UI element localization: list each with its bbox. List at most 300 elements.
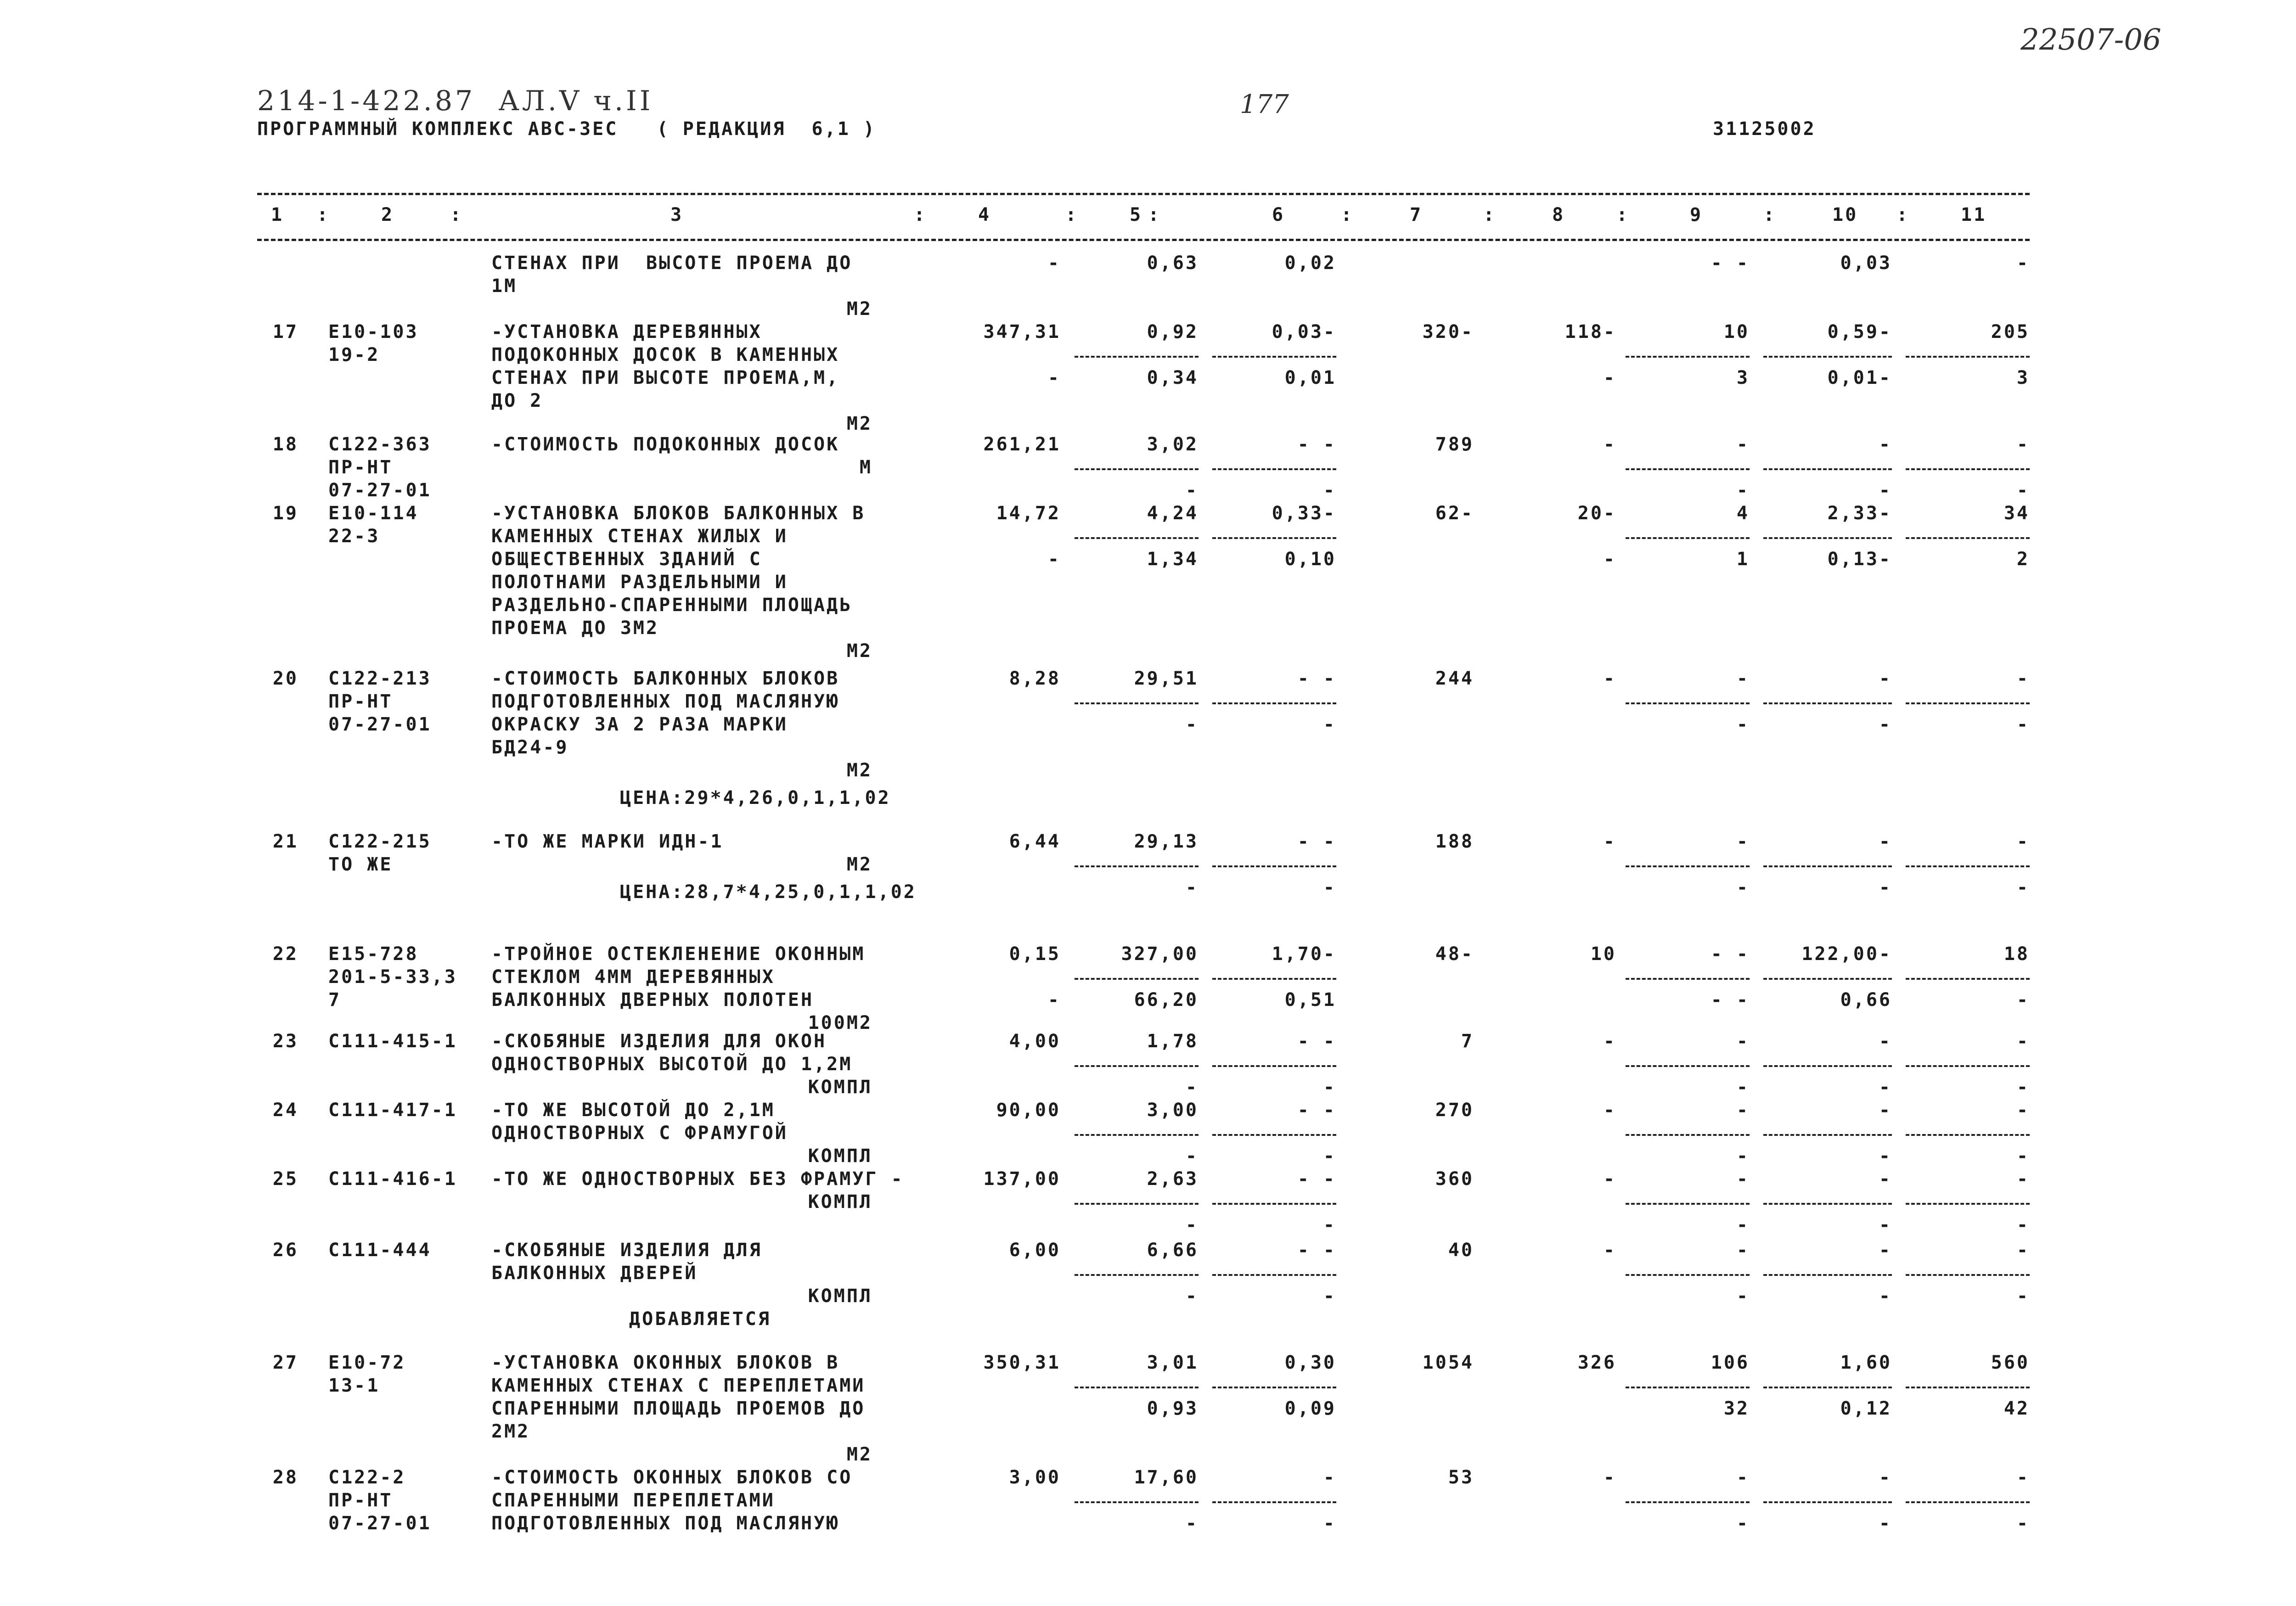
cell-col11: 18 xyxy=(2003,943,2030,965)
cell-col10-sub: - xyxy=(1879,1077,1892,1098)
cell-col6-sub: - xyxy=(1323,480,1336,501)
program-line: ПРОГРАММНЫЙ КОМПЛЕКС АВС-3ЕС ( РЕДАКЦИЯ 6,1 ) xyxy=(257,118,876,140)
cell-col5-sub: - xyxy=(1185,1286,1199,1307)
column-header-1: : xyxy=(317,204,330,225)
cell-separator xyxy=(1906,1387,2030,1388)
cell-col9: - xyxy=(1736,1168,1750,1190)
cell-col5-sub: - xyxy=(1185,480,1199,501)
cell-col5: 17,60 xyxy=(1134,1467,1199,1488)
cell-separator xyxy=(1763,1501,1892,1503)
cell-col4: 350,31 xyxy=(983,1352,1061,1373)
cell-col9-sub: - xyxy=(1736,1286,1750,1307)
cell-col11: - xyxy=(2016,668,2030,689)
cell-col6: 0,02 xyxy=(1284,253,1336,274)
cell-separator xyxy=(1626,1387,1750,1388)
row-description-line: СТЕНАХ ПРИ ВЫСОТЕ ПРОЕМА,М, xyxy=(491,367,840,388)
cell-separator xyxy=(1075,1274,1199,1276)
cell-col5-sub: - xyxy=(1185,714,1199,735)
cell-col10-sub: 0,66 xyxy=(1840,989,1892,1011)
row-code-line: С122-215 xyxy=(328,831,432,852)
row-unit: КОМПЛ xyxy=(808,1286,872,1307)
row-description-line: -СКОБЯНЫЕ ИЗДЕЛИЯ ДЛЯ ОКОН xyxy=(491,1031,827,1052)
cell-col6: 0,30 xyxy=(1284,1352,1336,1373)
cell-separator xyxy=(1626,537,1750,539)
cell-col5: 0,63 xyxy=(1147,253,1199,274)
cell-col9-sub: - xyxy=(1736,877,1750,898)
cell-col6: - - xyxy=(1297,1240,1336,1261)
cell-col8: 118- xyxy=(1564,321,1616,343)
row-unit: КОМПЛ xyxy=(808,1146,872,1167)
row-code-line: ПР-НТ xyxy=(328,1490,393,1511)
row-description-line: РАЗДЕЛЬНО-СПАРЕННЫМИ ПЛОЩАДЬ xyxy=(491,595,853,616)
cell-col8: - xyxy=(1603,1467,1616,1488)
row-description-line: ПОЛОТНАМИ РАЗДЕЛЬНЫМИ И xyxy=(491,572,788,593)
cell-separator xyxy=(1075,865,1199,867)
cell-col8: - xyxy=(1603,668,1616,689)
row-description-line: ПОДГОТОВЛЕННЫХ ПОД МАСЛЯНУЮ xyxy=(491,1513,840,1534)
cell-col9: 4 xyxy=(1736,503,1750,524)
row-code-line: С122-2 xyxy=(328,1467,406,1488)
cell-col4: 3,00 xyxy=(1009,1467,1061,1488)
cell-separator xyxy=(1763,537,1892,539)
cell-col7: 1054 xyxy=(1422,1352,1474,1373)
row-description-line: КАМЕННЫХ СТЕНАХ ЖИЛЫХ И xyxy=(491,526,788,547)
row-code-line: С111-417-1 xyxy=(328,1100,457,1121)
cell-col6-sub: - xyxy=(1323,1214,1336,1235)
cell-separator xyxy=(1626,356,1750,358)
cell-col10-sub: - xyxy=(1879,1214,1892,1235)
row-description-line: -СТОИМОСТЬ ПОДОКОННЫХ ДОСОК xyxy=(491,434,840,455)
cell-col5-sub: 1,34 xyxy=(1147,549,1199,570)
row-code-line: С111-415-1 xyxy=(328,1031,457,1052)
cell-col6: - - xyxy=(1297,668,1336,689)
row-unit: М2 xyxy=(846,298,872,320)
cell-col6-sub: 0,51 xyxy=(1284,989,1336,1011)
cell-col4: 261,21 xyxy=(983,434,1061,455)
row-description-line: -ТРОЙНОЕ ОСТЕКЛЕНЕНИЕ ОКОННЫМ xyxy=(491,943,866,965)
cell-separator xyxy=(1763,1134,1892,1136)
cell-col9-sub: - xyxy=(1736,1077,1750,1098)
cell-col5-sub: - xyxy=(1185,1513,1199,1534)
cell-separator xyxy=(1075,978,1199,980)
row-price-formula: ЦЕНА:29*4,26,0,1,1,02 xyxy=(620,787,891,809)
row-price-formula: ЦЕНА:28,7*4,25,0,1,1,02 xyxy=(620,882,917,903)
cell-separator xyxy=(1626,1274,1750,1276)
cell-col9: - xyxy=(1736,1100,1750,1121)
cell-col10-sub: - xyxy=(1879,480,1892,501)
row-code-line: Е10-72 xyxy=(328,1352,406,1373)
cell-col11: - xyxy=(2016,1031,2030,1052)
row-unit: М2 xyxy=(846,1444,872,1465)
cell-separator xyxy=(1212,356,1336,358)
cell-col10-sub: 0,01- xyxy=(1827,367,1892,388)
cell-separator xyxy=(1626,1203,1750,1205)
row-code-line: С111-444 xyxy=(328,1240,432,1261)
cell-separator xyxy=(1212,1387,1336,1388)
row-code-line: 19-2 xyxy=(328,344,380,365)
row-unit: М2 xyxy=(846,640,872,662)
cell-col10: - xyxy=(1879,831,1892,852)
cell-col4: 90,00 xyxy=(996,1100,1061,1121)
cell-separator xyxy=(1212,1501,1336,1503)
cell-separator xyxy=(1906,702,2030,704)
row-number: 26 xyxy=(272,1240,298,1261)
cell-col10: - xyxy=(1879,668,1892,689)
cell-separator xyxy=(1763,1387,1892,1388)
row-number: 18 xyxy=(272,434,298,455)
cell-separator xyxy=(1906,468,2030,470)
row-code-line: 7 xyxy=(328,989,342,1011)
row-description-line: -СКОБЯНЫЕ ИЗДЕЛИЯ ДЛЯ xyxy=(491,1240,762,1261)
row-unit: КОМПЛ xyxy=(808,1077,872,1098)
cell-col4: 137,00 xyxy=(983,1168,1061,1190)
cell-col5: 29,13 xyxy=(1134,831,1199,852)
cell-col7: 40 xyxy=(1448,1240,1474,1261)
cell-col9: - xyxy=(1736,1467,1750,1488)
cell-col4: 6,44 xyxy=(1009,831,1061,852)
cell-separator xyxy=(1212,1065,1336,1067)
cell-col11-sub: - xyxy=(2016,1513,2030,1534)
column-header-7: : xyxy=(1065,204,1079,225)
cell-col7: 360 xyxy=(1435,1168,1474,1190)
cell-col7: 789 xyxy=(1435,434,1474,455)
cell-col11: - xyxy=(2016,1240,2030,1261)
cell-col5-sub: 0,34 xyxy=(1147,367,1199,388)
cell-col10-sub: - xyxy=(1879,877,1892,898)
row-description-line: БАЛКОННЫХ ДВЕРЕЙ xyxy=(491,1263,698,1284)
row-description-line: -ТО ЖЕ ОДНОСТВОРНЫХ БЕЗ ФРАМУГ - xyxy=(491,1168,904,1190)
cell-col11: 205 xyxy=(1991,321,2030,343)
cell-col8: - xyxy=(1603,1240,1616,1261)
row-description-line: -УСТАНОВКА БЛОКОВ БАЛКОННЫХ В xyxy=(491,503,866,524)
cell-col4: 347,31 xyxy=(983,321,1061,343)
cell-col6: 0,03- xyxy=(1272,321,1336,343)
cell-separator xyxy=(1075,1065,1199,1067)
cell-col10-sub: - xyxy=(1879,714,1892,735)
cell-separator xyxy=(1906,1134,2030,1136)
row-code-line: Е15-728 xyxy=(328,943,419,965)
cell-col8-sub: - xyxy=(1603,367,1616,388)
row-code-line: 07-27-01 xyxy=(328,714,432,735)
cell-col5: 3,01 xyxy=(1147,1352,1199,1373)
cell-col5: 3,02 xyxy=(1147,434,1199,455)
cell-col7: 62- xyxy=(1435,503,1474,524)
row-description-line: -ТО ЖЕ ВЫСОТОЙ ДО 2,1М xyxy=(491,1100,775,1121)
cell-col8: - xyxy=(1603,831,1616,852)
column-header-13: : xyxy=(1483,204,1497,225)
cell-separator xyxy=(1906,1065,2030,1067)
cell-col9: - xyxy=(1736,1031,1750,1052)
cell-col10-sub: - xyxy=(1879,1286,1892,1307)
cell-col11-sub: - xyxy=(2016,1146,2030,1167)
column-header-11: : xyxy=(1341,204,1354,225)
cell-col9: - xyxy=(1736,831,1750,852)
cell-separator xyxy=(1626,1065,1750,1067)
cell-col9: - - xyxy=(1711,253,1750,274)
cell-separator xyxy=(1212,978,1336,980)
cell-col9-sub: - - xyxy=(1711,989,1750,1011)
cell-col6-sub: - xyxy=(1323,1146,1336,1167)
cell-col10: - xyxy=(1879,1240,1892,1261)
row-number: 28 xyxy=(272,1467,298,1488)
cell-col10: 0,59- xyxy=(1827,321,1892,343)
corner-handwritten-note: 22507-06 xyxy=(2020,23,2161,57)
cell-separator xyxy=(1763,702,1892,704)
cell-col11: - xyxy=(2016,1100,2030,1121)
cell-separator xyxy=(1626,702,1750,704)
column-header-17: : xyxy=(1763,204,1777,225)
cell-col11-sub: - xyxy=(2016,1077,2030,1098)
row-code-line: 13-1 xyxy=(328,1375,380,1396)
cell-col9-sub: - xyxy=(1736,480,1750,501)
column-header-18: 10 xyxy=(1832,204,1858,225)
cell-separator xyxy=(1075,537,1199,539)
row-unit: КОМПЛ xyxy=(808,1191,872,1213)
cell-col6: - - xyxy=(1297,831,1336,852)
cell-col10: - xyxy=(1879,434,1892,455)
row-description-line: ПОДОКОННЫХ ДОСОК В КАМЕННЫХ xyxy=(491,344,840,365)
cell-col7: 53 xyxy=(1448,1467,1474,1488)
cell-separator xyxy=(1906,537,2030,539)
cell-separator xyxy=(1906,1501,2030,1503)
cell-col11-sub: - xyxy=(2016,714,2030,735)
cell-separator xyxy=(1906,1203,2030,1205)
cell-col6: - - xyxy=(1297,1031,1336,1052)
row-code-line: 22-3 xyxy=(328,526,380,547)
cell-col5-sub: 0,93 xyxy=(1147,1398,1199,1419)
cell-col9-sub: - xyxy=(1736,1146,1750,1167)
cell-separator xyxy=(1763,1065,1892,1067)
row-unit: М xyxy=(859,457,872,478)
cell-col6: - - xyxy=(1297,1168,1336,1190)
cell-col9-sub: 1 xyxy=(1736,549,1750,570)
cell-separator xyxy=(1075,702,1199,704)
document-number: 31125002 xyxy=(1713,118,1816,140)
cell-col6: - - xyxy=(1297,1100,1336,1121)
row-description-line: СПАРЕННЫМИ ПЕРЕПЛЕТАМИ xyxy=(491,1490,775,1511)
table-header-rule xyxy=(257,239,2030,241)
cell-col8: - xyxy=(1603,1031,1616,1052)
cell-col5: 2,63 xyxy=(1147,1168,1199,1190)
cell-col9-sub: 32 xyxy=(1723,1398,1750,1419)
cell-col7: 320- xyxy=(1422,321,1474,343)
cell-col11-sub: 3 xyxy=(2016,367,2030,388)
row-unit: 100М2 xyxy=(808,1012,872,1033)
cell-separator xyxy=(1212,865,1336,867)
row-description-line: СПАРЕННЫМИ ПЛОЩАДЬ ПРОЕМОВ ДО xyxy=(491,1398,866,1419)
cell-separator xyxy=(1906,978,2030,980)
cell-col4: - xyxy=(1047,253,1061,274)
cell-col10: 2,33- xyxy=(1827,503,1892,524)
cell-col6: - - xyxy=(1297,434,1336,455)
row-code-line: С122-213 xyxy=(328,668,432,689)
row-unit: М2 xyxy=(846,413,872,434)
cell-col5: 3,00 xyxy=(1147,1100,1199,1121)
cell-col6-sub: - xyxy=(1323,877,1336,898)
cell-col8: - xyxy=(1603,434,1616,455)
cell-col10: - xyxy=(1879,1467,1892,1488)
row-number: 17 xyxy=(272,321,298,343)
table-top-rule xyxy=(257,193,2030,195)
cell-col6-sub: - xyxy=(1323,1077,1336,1098)
cell-col11: 560 xyxy=(1991,1352,2030,1373)
cell-col6-sub: 0,01 xyxy=(1284,367,1336,388)
row-code-line: Е10-114 xyxy=(328,503,419,524)
cell-col11-sub: - xyxy=(2016,480,2030,501)
cell-col10: - xyxy=(1879,1100,1892,1121)
cell-separator xyxy=(1906,865,2030,867)
cell-separator xyxy=(1763,865,1892,867)
cell-col6-sub: 0,09 xyxy=(1284,1398,1336,1419)
cell-separator xyxy=(1763,1274,1892,1276)
cell-col9: - xyxy=(1736,1240,1750,1261)
cell-col9-sub: - xyxy=(1736,1513,1750,1534)
cell-col11: - xyxy=(2016,1467,2030,1488)
row-description-line: 2М2 xyxy=(491,1421,530,1442)
cell-col5-sub: - xyxy=(1185,1214,1199,1235)
cell-separator xyxy=(1075,1134,1199,1136)
cell-col11: - xyxy=(2016,253,2030,274)
row-number: 21 xyxy=(272,831,298,852)
cell-col10-sub: 0,12 xyxy=(1840,1398,1892,1419)
column-header-2: 2 xyxy=(381,204,394,225)
row-unit: М2 xyxy=(846,854,872,875)
cell-col4: 8,28 xyxy=(1009,668,1061,689)
cell-col11: - xyxy=(2016,434,2030,455)
column-header-12: 7 xyxy=(1410,204,1423,225)
cell-separator xyxy=(1626,1134,1750,1136)
cell-col11-sub: - xyxy=(2016,989,2030,1011)
cell-col9: - xyxy=(1736,668,1750,689)
cell-col5-sub: 66,20 xyxy=(1134,989,1199,1011)
column-header-8: 5 xyxy=(1130,204,1143,225)
cell-separator xyxy=(1626,1501,1750,1503)
cell-col4: 14,72 xyxy=(996,503,1061,524)
row-description-line: КАМЕННЫХ СТЕНАХ С ПЕРЕПЛЕТАМИ xyxy=(491,1375,866,1396)
cell-col9: - - xyxy=(1711,943,1750,965)
cell-separator xyxy=(1212,1203,1336,1205)
column-header-20: 11 xyxy=(1961,204,1987,225)
cell-separator xyxy=(1075,356,1199,358)
row-number: 22 xyxy=(272,943,298,965)
cell-separator xyxy=(1626,468,1750,470)
cell-separator xyxy=(1763,1203,1892,1205)
cell-col6-sub: - xyxy=(1323,1286,1336,1307)
row-description-line: ОКРАСКУ ЗА 2 РАЗА МАРКИ xyxy=(491,714,788,735)
cell-col5: 4,24 xyxy=(1147,503,1199,524)
row-code-line: 201-5-33,3 xyxy=(328,966,457,988)
cell-col9-sub: 3 xyxy=(1736,367,1750,388)
cell-col11-sub: - xyxy=(2016,1214,2030,1235)
row-code-line: 07-27-01 xyxy=(328,480,432,501)
cell-col5: 327,00 xyxy=(1121,943,1199,965)
row-description-line: СТЕКЛОМ 4ММ ДЕРЕВЯННЫХ xyxy=(491,966,775,988)
cell-col11: - xyxy=(2016,1168,2030,1190)
cell-col11: 34 xyxy=(2003,503,2030,524)
cell-col10: - xyxy=(1879,1168,1892,1190)
cell-col5-sub: - xyxy=(1185,1077,1199,1098)
row-number: 24 xyxy=(272,1100,298,1121)
cell-col6: - xyxy=(1323,1467,1336,1488)
cell-col11: - xyxy=(2016,831,2030,852)
row-number: 19 xyxy=(272,503,298,524)
cell-separator xyxy=(1075,1203,1199,1205)
cell-col5: 0,92 xyxy=(1147,321,1199,343)
cell-col8: - xyxy=(1603,1168,1616,1190)
row-code-line: С111-416-1 xyxy=(328,1168,457,1190)
cell-separator xyxy=(1763,468,1892,470)
column-header-15: : xyxy=(1616,204,1630,225)
cell-col11-sub: 42 xyxy=(2003,1398,2030,1419)
row-description-line: -СТОИМОСТЬ БАЛКОННЫХ БЛОКОВ xyxy=(491,668,840,689)
cell-col10: 122,00- xyxy=(1801,943,1892,965)
column-header-19: : xyxy=(1896,204,1910,225)
cell-col9: 106 xyxy=(1711,1352,1750,1373)
cell-col5: 6,66 xyxy=(1147,1240,1199,1261)
cell-col7: 188 xyxy=(1435,831,1474,852)
column-header-10: 6 xyxy=(1272,204,1285,225)
cell-col7: 7 xyxy=(1461,1031,1474,1052)
row-description-line: ПОДГОТОВЛЕННЫХ ПОД МАСЛЯНУЮ xyxy=(491,691,840,712)
cell-separator xyxy=(1212,1134,1336,1136)
row-description-line: ПРОЕМА ДО 3М2 xyxy=(491,618,659,639)
cell-col8: - xyxy=(1603,1100,1616,1121)
row-description-line: -СТОИМОСТЬ ОКОННЫХ БЛОКОВ СО xyxy=(491,1467,853,1488)
cell-col10-sub: - xyxy=(1879,1146,1892,1167)
cell-col9-sub: - xyxy=(1736,714,1750,735)
cell-col9-sub: - xyxy=(1736,1214,1750,1235)
row-code-line: ПР-НТ xyxy=(328,691,393,712)
cell-col4-sub: - xyxy=(1047,549,1061,570)
cell-col6-sub: 0,10 xyxy=(1284,549,1336,570)
column-header-14: 8 xyxy=(1552,204,1565,225)
cell-col9: - xyxy=(1736,434,1750,455)
row-description-line: ОБЩЕСТВЕННЫХ ЗДАНИЙ С xyxy=(491,549,762,570)
cell-col11-sub: 2 xyxy=(2016,549,2030,570)
row-description-line: СТЕНАХ ПРИ ВЫСОТЕ ПРОЕМА ДО xyxy=(491,253,853,274)
cell-separator xyxy=(1763,356,1892,358)
row-description-line: -УСТАНОВКА ОКОННЫХ БЛОКОВ В xyxy=(491,1352,840,1373)
row-code-line: 07-27-01 xyxy=(328,1513,432,1534)
cell-col8: 10 xyxy=(1590,943,1616,965)
row-code-line: ТО ЖЕ xyxy=(328,854,393,875)
row-number: 23 xyxy=(272,1031,298,1052)
cell-col6-sub: - xyxy=(1323,1513,1336,1534)
cell-col7: 270 xyxy=(1435,1100,1474,1121)
cell-col10: 0,03 xyxy=(1840,253,1892,274)
cell-col10: 1,60 xyxy=(1840,1352,1892,1373)
cell-col7: 48- xyxy=(1435,943,1474,965)
cell-separator xyxy=(1212,468,1336,470)
cell-col11-sub: - xyxy=(2016,1286,2030,1307)
row-description-line: ОДНОСТВОРНЫХ ВЫСОТОЙ ДО 1,2М xyxy=(491,1054,853,1075)
row-code-line: С122-363 xyxy=(328,434,432,455)
cell-col5: 29,51 xyxy=(1134,668,1199,689)
cell-col8: 20- xyxy=(1577,503,1616,524)
cell-separator xyxy=(1075,1501,1199,1503)
cell-col9: 10 xyxy=(1723,321,1750,343)
row-number: 25 xyxy=(272,1168,298,1190)
row-description-line: БАЛКОННЫХ ДВЕРНЫХ ПОЛОТЕН xyxy=(491,989,814,1011)
page-number: 177 xyxy=(1240,90,1289,119)
cell-col10-sub: 0,13- xyxy=(1827,549,1892,570)
cell-separator xyxy=(1212,1274,1336,1276)
cell-separator xyxy=(1626,865,1750,867)
cell-col10: - xyxy=(1879,1031,1892,1052)
cell-separator xyxy=(1626,978,1750,980)
cell-col4-sub: - xyxy=(1047,367,1061,388)
column-header-16: 9 xyxy=(1690,204,1703,225)
